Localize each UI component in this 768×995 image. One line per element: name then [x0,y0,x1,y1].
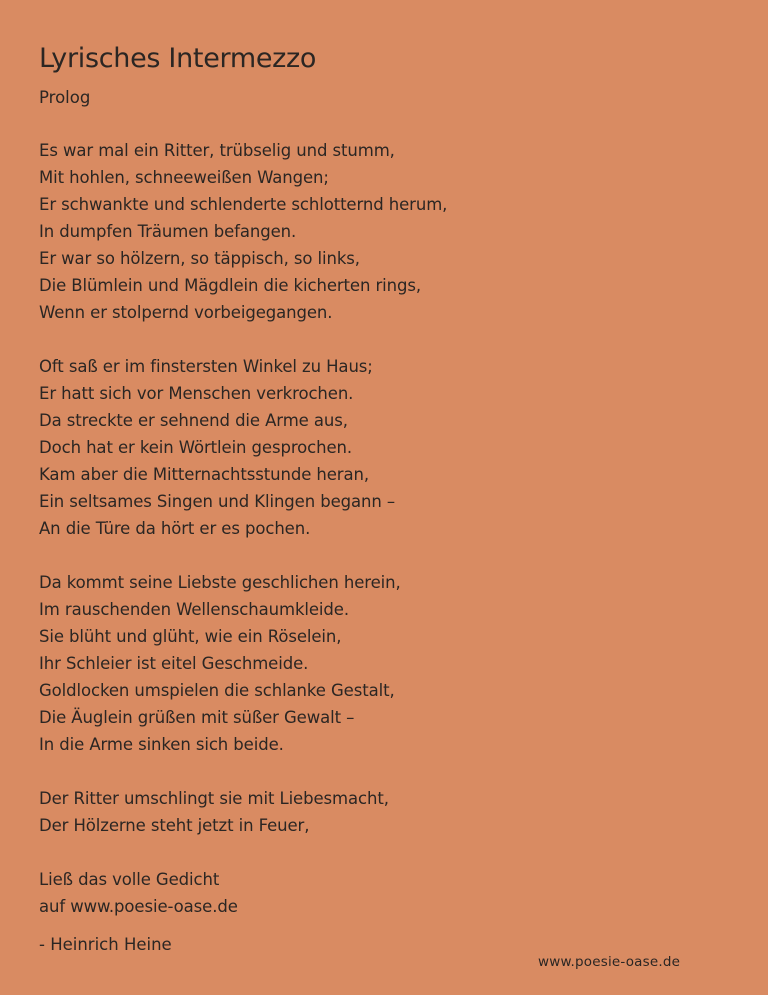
poem-line: Kam aber die Mitternachtsstunde heran, [39,465,370,484]
poem-line: Goldlocken umspielen die schlanke Gestalt, [39,681,395,700]
poem-line: Er schwankte und schlenderte schlotternd herum, [39,195,448,214]
poem-line: Der Ritter umschlingt sie mit Liebesmacht, [39,789,389,808]
poem-line: Es war mal ein Ritter, trübselig und stumm, [39,141,395,160]
poem-line: Die Äuglein grüßen mit süßer Gewalt – [39,708,355,727]
poem-line: Da streckte er sehnend die Arme aus, [39,411,348,430]
stanza-4 [39,785,739,839]
poem-line: Da kommt seine Liebste geschlichen herein, [39,573,401,592]
poem-line: Oft saß er im finstersten Winkel zu Haus; [39,357,373,376]
poem-line: Sie blüht und glüht, wie ein Röselein, [39,627,342,646]
note-line: Ließ das volle Gedicht [39,870,220,889]
poem-line: Ihr Schleier ist eitel Geschmeide. [39,654,309,673]
footer-url: www.poesie-oase.de [538,954,681,970]
poem-line: Er hatt sich vor Menschen verkrochen. [39,384,354,403]
stanza-1 [39,137,739,326]
poem-line: In dumpfen Träumen befangen. [39,222,297,241]
note-line: auf www.poesie-oase.de [39,897,238,916]
poem-line: Doch hat er kein Wörtlein gesprochen. [39,438,353,457]
full-poem-note [39,866,739,920]
poem-line: Die Blümlein und Mägdlein die kicherten rings, [39,276,422,295]
poem-line: In die Arme sinken sich beide. [39,735,284,754]
poem-line: Ein seltsames Singen und Klingen begann – [39,492,396,511]
poem-line: An die Türe da hört er es pochen. [39,519,311,538]
poem-author: - Heinrich Heine [39,935,172,954]
poem-line: Wenn er stolpernd vorbeigegangen. [39,303,333,322]
poem-line: Der Hölzerne steht jetzt in Feuer, [39,816,310,835]
poem-line: Er war so hölzern, so täppisch, so links, [39,249,360,268]
poem-page [39,40,739,920]
poem-line: Mit hohlen, schneeweißen Wangen; [39,168,329,187]
poem-line: Im rauschenden Wellenschaumkleide. [39,600,349,619]
stanza-3 [39,569,739,758]
stanza-2 [39,353,739,542]
poem-subtitle: Prolog [39,88,91,107]
poem-title: Lyrisches Intermezzo [39,43,317,74]
